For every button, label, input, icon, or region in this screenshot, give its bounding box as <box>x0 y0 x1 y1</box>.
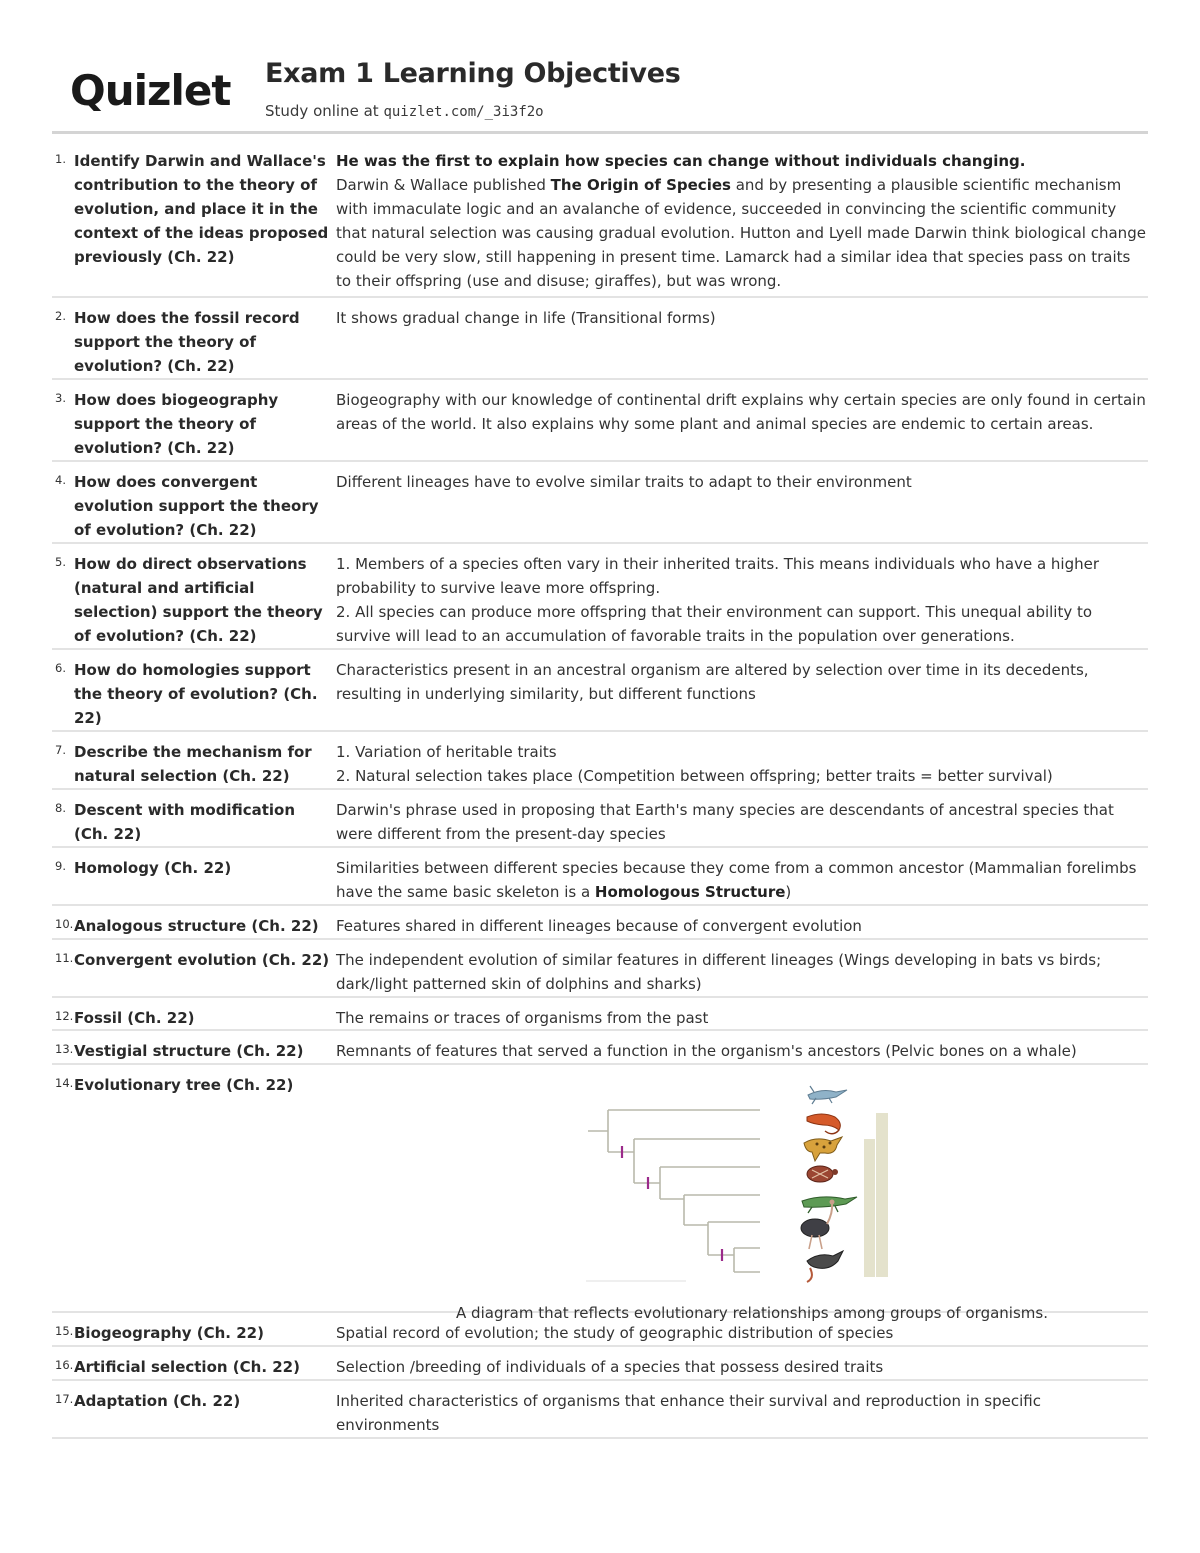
term-row <box>52 1031 1148 1065</box>
definition-text <box>336 552 1148 645</box>
definition-line: 1. Variation of heritable traits <box>336 743 557 761</box>
term-row <box>52 732 1148 790</box>
definition-text: The independent evolution of similar features in different lineages (Wings developing in bats vs birds; dark/light patterned skin of dolphins and sharks) <box>336 951 1102 993</box>
tree-bar <box>876 1113 888 1277</box>
term-number: 8. <box>55 801 66 815</box>
page <box>52 0 1148 1434</box>
definition-text <box>336 856 1148 901</box>
leopard-icon <box>804 1137 842 1161</box>
subtitle-prefix: Study online at <box>265 102 384 120</box>
tree-ticks <box>622 1146 722 1261</box>
term-number: 15. <box>55 1324 74 1338</box>
term-text: How does convergent evolution support the theory of evolution? (Ch. 22) <box>74 473 319 539</box>
term-number: 3. <box>55 391 66 405</box>
definition-text: Different lineages have to evolve similar traits to adapt to their environment <box>336 473 912 491</box>
quizlet-logo[interactable]: Quizlet <box>70 66 231 115</box>
header <box>52 0 1148 134</box>
term-text: How do direct observations (natural and artificial selection) support the theory of evolution? (Ch. 22) <box>74 555 323 645</box>
term-text: Vestigial structure (Ch. 22) <box>74 1042 304 1060</box>
term-row <box>52 298 1148 380</box>
term-number: 12. <box>55 1009 74 1023</box>
definition-text: Remnants of features that served a function in the organism's ancestors (Pelvic bones on a whale) <box>336 1042 1077 1060</box>
term-row <box>52 1381 1148 1439</box>
term-text: Convergent evolution (Ch. 22) <box>74 951 330 969</box>
figure-underline <box>586 1280 686 1282</box>
term-number: 14. <box>55 1076 74 1090</box>
definition-part: ) <box>785 883 792 901</box>
term-number: 10. <box>55 917 74 931</box>
term-row <box>52 790 1148 848</box>
definition-text: Features shared in different lineages because of convergent evolution <box>336 917 862 935</box>
term-text: Descent with modification (Ch. 22) <box>74 801 296 843</box>
definition-text: Characteristics present in an ancestral organism are altered by selection over time in its decedents, resulting in underlying similarity, but different functions <box>336 661 1089 703</box>
definition-text: Darwin's phrase used in proposing that Earth's many species are descendants of ancestral species that were different from the present-day species <box>336 801 1114 843</box>
definition-text <box>336 149 1148 288</box>
term-number: 4. <box>55 473 66 487</box>
definition-part: Darwin & Wallace published <box>336 176 551 194</box>
term-row <box>52 1065 1148 1322</box>
term-row <box>52 544 1148 650</box>
term-text: How do homologies support the theory of evolution? (Ch. 22) <box>74 661 318 727</box>
term-number: 6. <box>55 661 66 675</box>
definition-lead: He was the first to explain how species can change without individuals changing. <box>336 152 1026 170</box>
term-text: Fossil (Ch. 22) <box>74 1009 195 1027</box>
term-row <box>52 848 1148 906</box>
term-number: 11. <box>55 951 74 965</box>
term-number: 17. <box>55 1392 74 1406</box>
tree-bars <box>864 1113 888 1277</box>
definition-text: It shows gradual change in life (Transitional forms) <box>336 309 716 327</box>
definition-text <box>336 1073 1148 1322</box>
definition-text: The remains or traces of organisms from the past <box>336 1009 709 1027</box>
term-number: 2. <box>55 309 66 323</box>
definition-emphasis: Homologous Structure <box>594 883 786 901</box>
term-number: 5. <box>55 555 66 569</box>
term-text: Adaptation (Ch. 22) <box>74 1392 241 1410</box>
definition-text: Selection /breeding of individuals of a species that possess desired traits <box>336 1358 884 1376</box>
lizard-icon <box>807 1114 840 1134</box>
terms-list <box>52 143 1148 1439</box>
term-text: Biogeography (Ch. 22) <box>74 1324 264 1342</box>
term-text: Analogous structure (Ch. 22) <box>74 917 319 935</box>
crocodile-icon <box>802 1197 857 1213</box>
term-number: 7. <box>55 743 66 757</box>
evolutionary-tree-figure <box>336 1073 1148 1299</box>
figure-caption: A diagram that reflects evolutionary relationships among groups of organisms. <box>456 1304 1048 1322</box>
definition-text <box>336 740 1148 785</box>
organisms <box>801 1086 857 1282</box>
term-text: Artificial selection (Ch. 22) <box>74 1358 300 1376</box>
definition-line: 2. Natural selection takes place (Competition between offspring; better traits = better survival) <box>336 767 1053 785</box>
term-text: Homology (Ch. 22) <box>74 859 232 877</box>
term-number: 13. <box>55 1042 74 1056</box>
term-number: 1. <box>55 152 66 166</box>
definition-text: Inherited characteristics of organisms that enhance their survival and reproduction in specific environments <box>336 1392 1041 1434</box>
term-row <box>52 1347 1148 1381</box>
definition-line: 1. Members of a species often vary in their inherited traits. This means individuals who have a higher probability to survive leave more offspring. <box>336 555 1100 597</box>
term-text: How does the fossil record support the theory of evolution? (Ch. 22) <box>74 309 300 375</box>
term-text: Evolutionary tree (Ch. 22) <box>74 1076 294 1094</box>
definition-emphasis: The Origin of Species <box>550 176 731 194</box>
tree-branches <box>588 1110 760 1272</box>
term-number: 16. <box>55 1358 74 1372</box>
evolutionary-tree-diagram <box>336 1073 1148 1283</box>
turtle-icon <box>807 1166 838 1182</box>
term-row <box>52 906 1148 940</box>
term-text: Describe the mechanism for natural selection (Ch. 22) <box>74 743 312 785</box>
term-row <box>52 998 1148 1031</box>
term-row <box>52 462 1148 544</box>
tree-bar <box>864 1139 875 1277</box>
term-row <box>52 380 1148 462</box>
page-title: Exam 1 Learning Objectives <box>265 58 681 89</box>
bird-icon <box>807 1251 843 1282</box>
term-row <box>52 940 1148 998</box>
definition-part: Similarities between different species because they come from a common ancestor (Mammalian forelimbs have the same basic skeleton is a <box>336 859 1137 901</box>
page-subtitle <box>265 102 544 120</box>
term-row <box>52 650 1148 732</box>
study-link[interactable]: quizlet.com/_3i3f2o <box>383 104 544 120</box>
salamander-icon <box>808 1086 847 1104</box>
term-text: Identify Darwin and Wallace's contribution to the theory of evolution, and place it in the context of the ideas proposed previously (Ch. 22) <box>74 152 329 266</box>
definition-line: 2. All species can produce more offspring that their environment can support. This unequal ability to survive will lead to an accumulation of favorable traits in the population over generations. <box>336 603 1093 645</box>
definition-part: and by presenting a plausible scientific mechanism with immaculate logic and an avalanche of evidence, succeeded in convincing the scientific community that natural selection was causing gradual evolution. Hutton and Lyell made Darwin think biological change could be very slow, still happening in present time. Lamarck had a similar idea that species pass on traits to their offspring (use and disuse; giraffes), but was wrong. <box>336 176 1146 290</box>
definition-text: Spatial record of evolution; the study of geographic distribution of species <box>336 1324 894 1342</box>
term-row <box>52 143 1148 298</box>
term-text: How does biogeography support the theory of evolution? (Ch. 22) <box>74 391 279 457</box>
definition-text: Biogeography with our knowledge of continental drift explains why certain species are only found in certain areas of the world. It also explains why some plant and animal species are endemic to certain areas. <box>336 391 1146 433</box>
term-number: 9. <box>55 859 66 873</box>
